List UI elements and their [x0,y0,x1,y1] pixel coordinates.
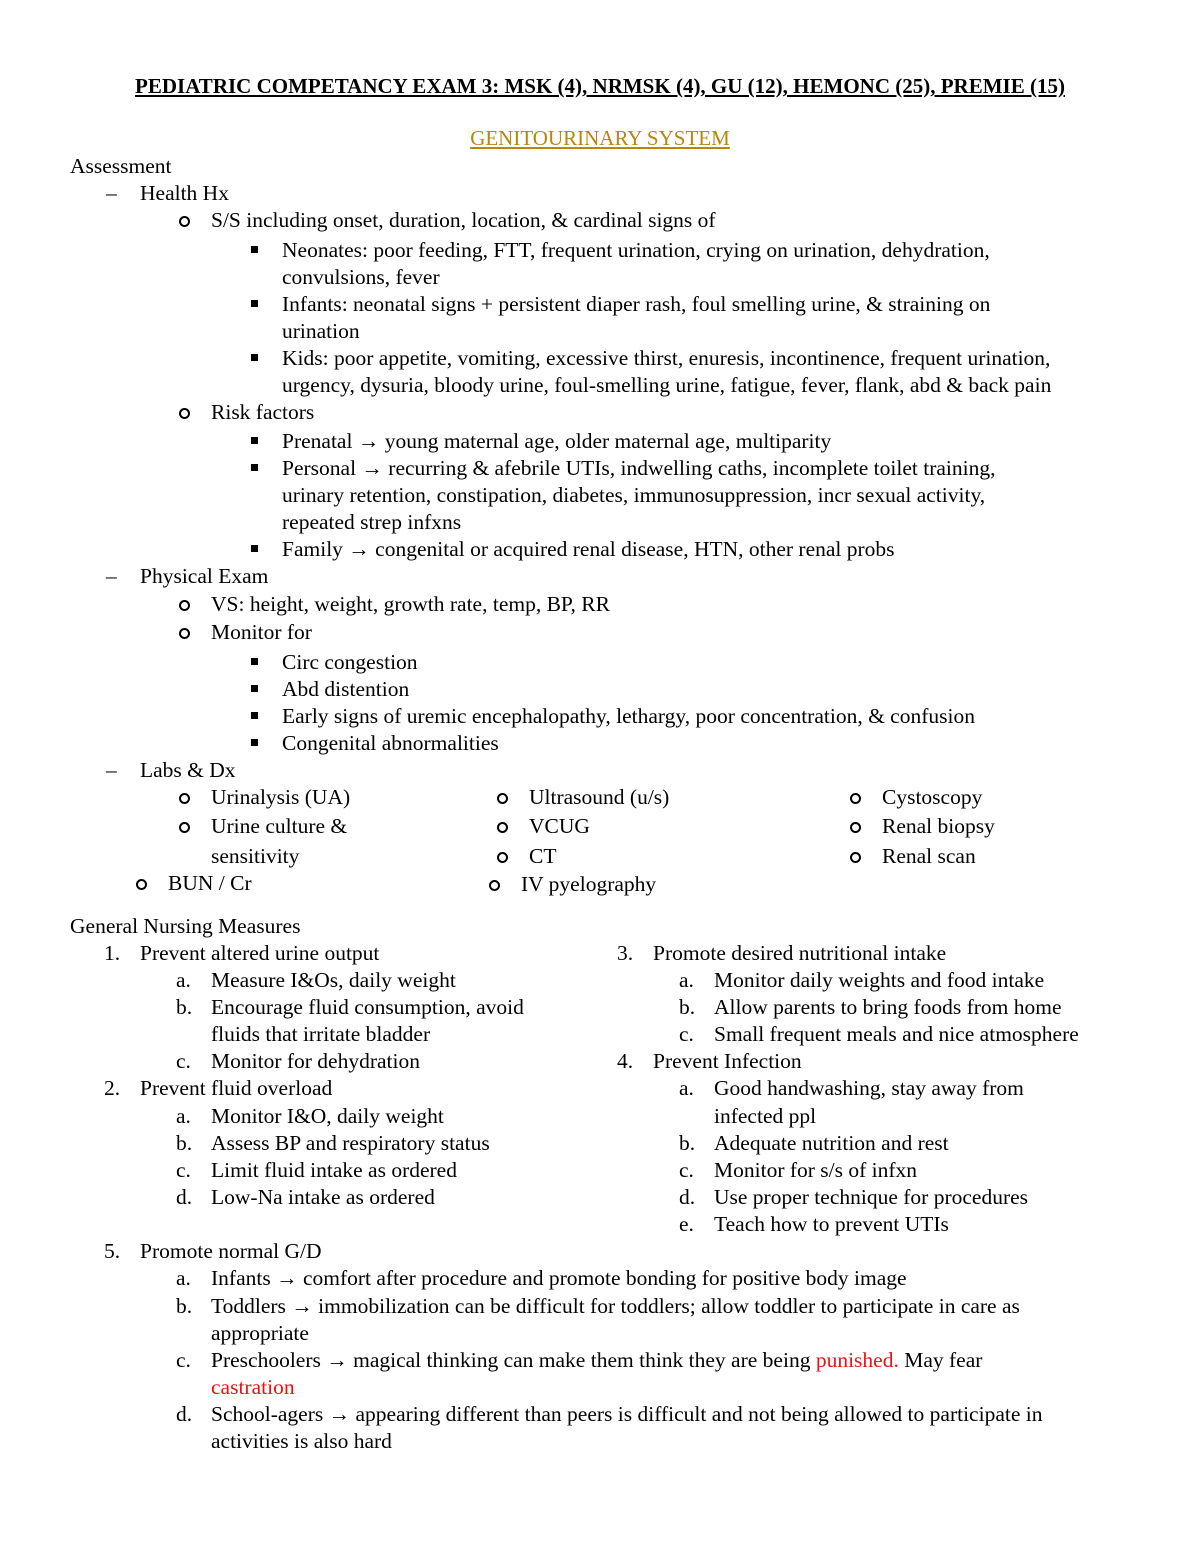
list-number: 3. [617,941,634,965]
list-letter: c. [679,1022,694,1046]
lab-item: Renal biopsy [882,814,995,838]
neonates-line-2: convulsions, fever [282,265,440,289]
list-item: Monitor for dehydration [211,1049,420,1073]
list-item: Preschoolers → magical thinking can make them think they are being punished. May fear [211,1348,983,1372]
list-letter: a. [176,1104,191,1128]
list-item-cont: appropriate [211,1321,309,1345]
risk-family: Family → congenital or acquired renal disease, HTN, other renal probs [282,537,895,561]
section-heading: GENITOURINARY SYSTEM [470,126,730,150]
monitor-item: Early signs of uremic encephalopathy, lethargy, poor concentration, & confusion [282,704,975,728]
arrow-icon: → [361,456,383,480]
lab-item-cont: sensitivity [211,844,300,868]
risk-personal: Personal → recurring & afebrile UTIs, indwelling caths, incomplete toilet training, [282,456,996,480]
list-item: Teach how to prevent UTIs [714,1212,949,1236]
list-item-cont: infected ppl [714,1104,817,1128]
list-letter: a. [176,968,191,992]
measure-2-label: Prevent fluid overload [140,1076,333,1100]
kids-line-2: urgency, dysuria, bloody urine, foul-smelling urine, fatigue, fever, flank, abd & back pain [282,373,1052,397]
list-item: Monitor daily weights and food intake [714,968,1045,992]
neonates-line-1: Neonates: poor feeding, FTT, frequent urination, crying on urination, dehydration, [282,238,990,262]
infants-line-2: urination [282,319,360,343]
monitor-for-label: Monitor for [211,620,312,644]
list-letter: d. [679,1185,696,1209]
list-item: School-agers → appearing different than peers is difficult and not being allowed to participate in [211,1402,1043,1426]
list-letter: c. [679,1158,694,1182]
monitor-item: Abd distention [282,677,410,701]
measure-4-label: Prevent Infection [653,1049,802,1073]
list-letter: c. [176,1049,191,1073]
lab-item: Renal scan [882,844,976,868]
risk-factors-label: Risk factors [211,400,315,424]
vs-item: VS: height, weight, growth rate, temp, BP, RR [211,592,610,616]
list-item: Monitor for s/s of infxn [714,1158,918,1182]
lab-item: Urine culture & [211,814,348,838]
list-letter: a. [176,1266,191,1290]
list-letter: c. [176,1158,191,1182]
list-letter: e. [679,1212,694,1236]
list-item: Monitor I&O, daily weight [211,1104,444,1128]
ss-label: S/S including onset, duration, location, & cardinal signs of [211,208,716,232]
physical-exam-label: – Physical Exam [140,566,268,588]
list-letter: b. [679,1131,696,1155]
lab-item: VCUG [529,814,590,838]
measure-1-label: Prevent altered urine output [140,941,380,965]
list-item: Assess BP and respiratory status [211,1131,490,1155]
arrow-icon: → [357,429,380,453]
assessment-heading: Assessment [70,154,172,178]
risk-personal-line-3: repeated strep infxns [282,510,462,534]
list-item-cont: activities is also hard [211,1429,392,1453]
highlight-text: castration [211,1375,295,1399]
list-item: Toddlers → immobilization can be difficult for toddlers; allow toddler to participate in care as [211,1294,1020,1318]
lab-item: Ultrasound (u/s) [529,785,670,809]
list-number: 5. [104,1239,121,1263]
list-number: 2. [104,1076,121,1100]
list-number: 1. [104,941,121,965]
lab-item: Urinalysis (UA) [211,785,351,809]
list-item: Infants → comfort after procedure and promote bonding for positive body image [211,1266,907,1290]
list-item: Measure I&Os, daily weight [211,968,456,992]
list-item: Limit fluid intake as ordered [211,1158,457,1182]
list-letter: c. [176,1348,191,1372]
list-number: 4. [617,1049,634,1073]
list-letter: b. [176,995,193,1019]
highlight-text: punished. [815,1348,899,1372]
list-item: Good handwashing, stay away from [714,1076,1024,1100]
measure-5-label: Promote normal G/D [140,1239,322,1263]
monitor-item: Circ congestion [282,650,418,674]
risk-prenatal: Prenatal → young maternal age, older maternal age, multiparity [282,429,832,453]
list-item: Encourage fluid consumption, avoid [211,995,524,1019]
list-item: Adequate nutrition and rest [714,1131,949,1155]
nursing-heading: General Nursing Measures [70,914,301,938]
list-letter: a. [679,968,694,992]
lab-item: CT [529,844,557,868]
list-item: Low-Na intake as ordered [211,1185,435,1209]
list-item: Allow parents to bring foods from home [714,995,1062,1019]
list-letter: b. [176,1131,193,1155]
list-item: Small frequent meals and nice atmosphere [714,1022,1079,1046]
list-letter: d. [176,1402,193,1426]
page-title: PEDIATRIC COMPETANCY EXAM 3: MSK (4), NRMSK (4), GU (12), HEMONC (25), PREMIE (15) [135,74,1065,98]
infants-line-1: Infants: neonatal signs + persistent diaper rash, foul smelling urine, & straining on [282,292,991,316]
risk-personal-line-2: urinary retention, constipation, diabetes, immunosuppression, incr sexual activity, [282,483,986,507]
lab-item: BUN / Cr [168,871,252,895]
list-letter: b. [176,1294,193,1318]
monitor-item: Congenital abnormalities [282,731,499,755]
kids-line-1: Kids: poor appetite, vomiting, excessive thirst, enuresis, incontinence, frequent urination, [282,346,1051,370]
labs-label: – Labs & Dx [140,760,236,782]
list-item: Use proper technique for procedures [714,1185,1029,1209]
measure-3-label: Promote desired nutritional intake [653,941,947,965]
lab-item: IV pyelography [521,872,657,896]
health-hx-label: – Health Hx [140,183,229,205]
lab-item: Cystoscopy [882,785,983,809]
arrow-icon: → [348,537,370,561]
list-letter: b. [679,995,696,1019]
list-letter: a. [679,1076,694,1100]
list-item-cont: fluids that irritate bladder [211,1022,431,1046]
list-letter: d. [176,1185,193,1209]
